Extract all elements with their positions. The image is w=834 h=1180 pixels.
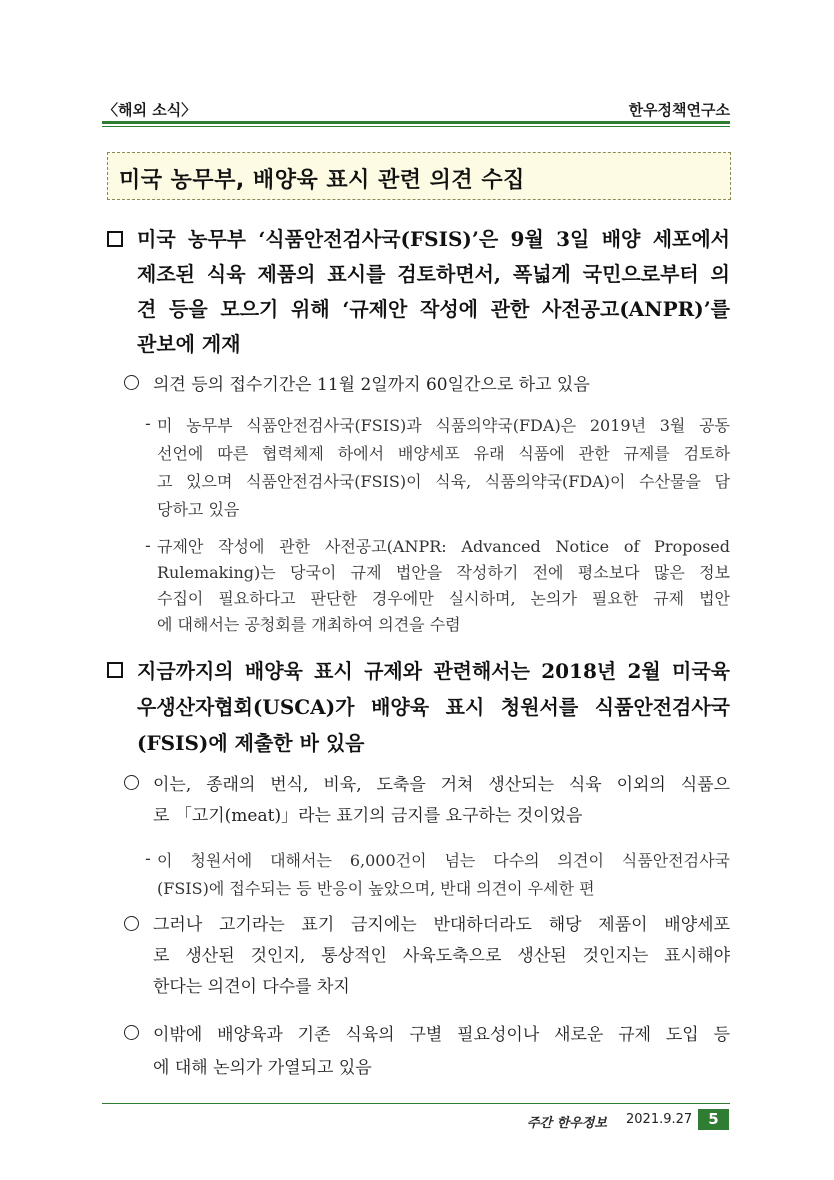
text-line: 이밖에 배양육과 기존 식육의 구별 필요성이나 새로운 규제 도입 등 [153, 1025, 730, 1045]
dash-bullet-icon: - [145, 849, 151, 868]
text-line: 한다는 의견이 다수를 차지 [153, 977, 350, 997]
section-2-heading [137, 653, 730, 761]
page-number: 5 [708, 1110, 719, 1128]
page-number-badge [698, 1109, 729, 1130]
footer-rule [102, 1103, 730, 1104]
text-line: 제조된 식육 제품의 표시를 검토하면서, 폭넓게 국민으로부터 의 [137, 262, 730, 286]
header-rule-thick [102, 121, 730, 124]
text-line: 미 농무부 식품안전검사국(FSIS)과 식품의약국(FDA)은 2019년 3월 공동 [157, 416, 730, 435]
section-1-heading [137, 222, 730, 362]
circle-bullet-icon [124, 916, 139, 931]
square-bullet-icon [107, 231, 123, 247]
section-2-detail-1 [157, 847, 730, 903]
text-line: 견 등을 모으기 위해 ‘규제안 작성에 관한 사전공고(ANPR)’를 [137, 297, 730, 321]
section-2-point-1 [153, 770, 730, 832]
dash-bullet-icon: - [145, 414, 151, 433]
text-line: 당하고 있음 [157, 500, 240, 519]
section-label: 〈해외 소식〉 [103, 101, 197, 119]
organization-name: 한우정책연구소 [628, 101, 730, 119]
text-line: 미국 농무부 ‘식품안전검사국(FSIS)’은 9월 3일 배양 세포에서 [137, 227, 730, 251]
publication-date: 2021.9.27 [626, 1112, 693, 1127]
text-line: 의견 등의 접수기간은 11월 2일까지 60일간으로 하고 있음 [153, 375, 590, 395]
dash-bullet-icon: - [145, 536, 151, 555]
text-line: 고 있으며 식품안전검사국(FSIS)이 식육, 식품의약국(FDA)이 수산물을 담 [157, 472, 730, 491]
text-line: (FSIS)에 제출한 바 있음 [137, 731, 365, 755]
text-line: 로 「고기(meat)」라는 표기의 금지를 요구하는 것이었음 [153, 806, 583, 826]
text-line: 수집이 필요하다고 판단한 경우에만 실시하며, 논의가 필요한 규제 법안 [157, 589, 730, 608]
section-2-point-2 [153, 910, 730, 1003]
text-line: 에 대해서는 공청회를 개최하여 의견을 수렴 [157, 615, 461, 634]
text-line: 에 대해 논의가 가열되고 있음 [153, 1058, 372, 1078]
square-bullet-icon [107, 662, 123, 678]
circle-bullet-icon [124, 1025, 139, 1040]
page-title: 미국 농무부, 배양육 표시 관련 의견 수집 [119, 168, 525, 193]
circle-bullet-icon [124, 775, 139, 790]
text-line: (FSIS)에 접수되는 등 반응이 높았으며, 반대 의견이 우세한 편 [157, 879, 595, 898]
circle-bullet-icon [124, 375, 139, 390]
text-line: 이는, 종래의 번식, 비육, 도축을 거쳐 생산되는 식육 이외의 식품으 [153, 775, 730, 795]
text-line: 관보에 게재 [137, 332, 241, 356]
title-box [107, 152, 731, 200]
text-line: Rulemaking)는 당국이 규제 법안을 작성하기 전에 평소보다 많은 정보 [157, 563, 730, 582]
text-line: 지금까지의 배양육 표시 규제와 관련해서는 2018년 2월 미국육 [137, 659, 730, 683]
publication-name: 주간 한우정보 [527, 1116, 607, 1131]
text-line: 로 생산된 것인지, 통상적인 사육도축으로 생산된 것인지는 표시해야 [153, 946, 730, 966]
text-line: 규제안 작성에 관한 사전공고(ANPR: Advanced Notice of Proposed [157, 537, 730, 556]
section-1-point-1 [153, 370, 730, 400]
section-1-detail-2 [157, 534, 730, 638]
text-line: 이 청원서에 대해서는 6,000건이 넘는 다수의 의견이 식품안전검사국 [157, 851, 730, 870]
text-line: 선언에 따른 협력체제 하에서 배양세포 유래 식품에 관한 규제를 검토하 [157, 444, 730, 463]
header-rule-thin [102, 126, 730, 127]
section-2-point-3 [153, 1019, 730, 1085]
text-line: 그러나 고기라는 표기 금지에는 반대하더라도 해당 제품이 배양세포 [153, 915, 730, 935]
text-line: 우생산자협회(USCA)가 배양육 표시 청원서를 식품안전검사국 [137, 695, 730, 719]
section-1-detail-1 [157, 412, 730, 524]
